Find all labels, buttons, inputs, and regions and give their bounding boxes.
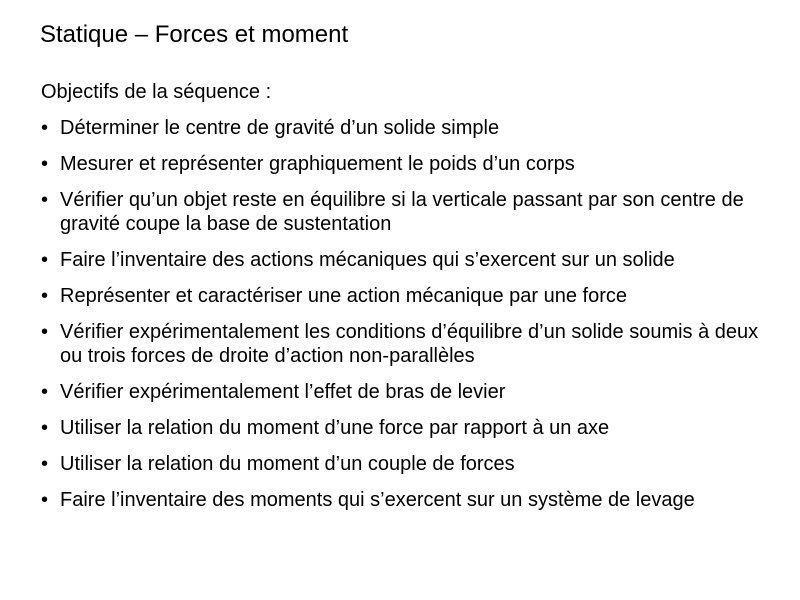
objective-item: [41, 284, 781, 308]
objective-item: [41, 188, 781, 236]
objective-text: Vérifier expérimentalement l’effet de bras de levier: [60, 381, 506, 403]
bullet-icon: •: [41, 489, 49, 511]
objectives-list: [41, 116, 781, 524]
objective-text: Mesurer et représenter graphiquement le poids d’un corps: [60, 153, 575, 175]
objective-text: Utiliser la relation du moment d’une force par rapport à un axe: [60, 417, 610, 439]
objective-text: Vérifier qu’un objet reste en équilibre si la verticale passant par son centre de gravité coupe la base de sustentation: [60, 189, 744, 235]
objective-text: Faire l’inventaire des moments qui s’exercent sur un système de levage: [60, 489, 695, 511]
objective-item: [41, 380, 781, 404]
bullet-icon: •: [41, 249, 49, 271]
objective-text: Vérifier expérimentalement les conditions d’équilibre d’un solide soumis à deux ou trois forces de droite d’action non-parallèles: [60, 321, 759, 367]
objective-item: [41, 488, 781, 512]
bullet-icon: •: [41, 117, 49, 139]
objective-item: [41, 116, 781, 140]
objective-text: Déterminer le centre de gravité d’un solide simple: [60, 117, 500, 139]
bullet-icon: •: [41, 189, 49, 211]
objective-item: [41, 248, 781, 272]
objective-item: [41, 416, 781, 440]
objective-item: [41, 152, 781, 176]
objective-text: Représenter et caractériser une action mécanique par une force: [60, 285, 627, 307]
bullet-icon: •: [41, 381, 49, 403]
bullet-icon: •: [41, 321, 49, 343]
bullet-icon: •: [41, 285, 49, 307]
bullet-icon: •: [41, 417, 49, 439]
bullet-icon: •: [41, 153, 49, 175]
objective-text: Faire l’inventaire des actions mécaniques qui s’exercent sur un solide: [60, 249, 675, 271]
bullet-icon: •: [41, 453, 49, 475]
slide-title: Statique – Forces et moment: [40, 21, 349, 48]
objectives-heading: Objectifs de la séquence :: [41, 81, 272, 103]
objective-item: [41, 452, 781, 476]
objective-text: Utiliser la relation du moment d’un couple de forces: [60, 453, 515, 475]
objective-item: [41, 320, 781, 368]
